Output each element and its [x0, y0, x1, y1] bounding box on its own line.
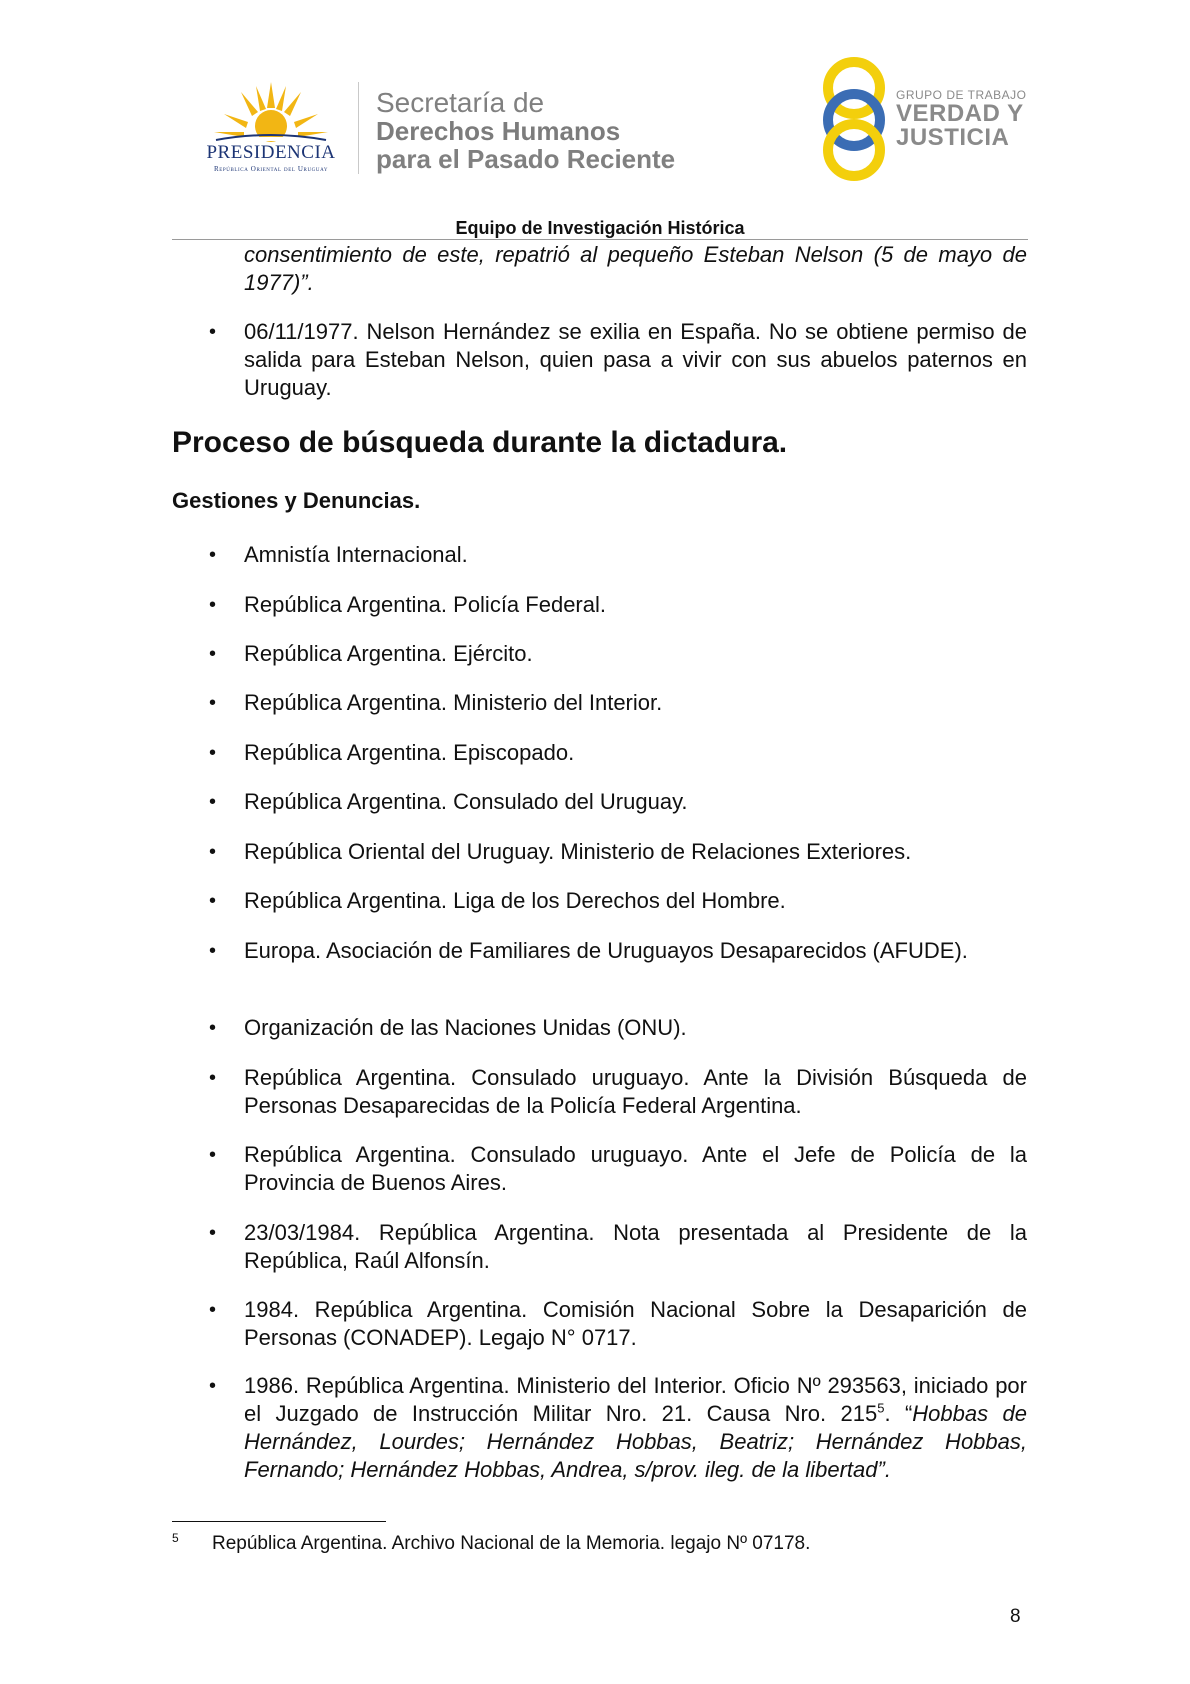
list-item-main-text: 1986. República Argentina. Ministerio del Interior. Oficio Nº 293563, iniciado por el Juzgado de Instrucción Militar Nro. 21. Causa Nro. 215 [244, 1373, 1027, 1426]
list-item-text: 06/11/1977. Nelson Hernández se exilia en España. No se obtiene permiso de salida para Esteban Nelson, quien pasa a vivir con sus abuelos paternos en Uruguay. [244, 319, 1027, 400]
footnote-text: República Argentina. Archivo Nacional de la Memoria. legajo Nº 07178. [212, 1533, 811, 1554]
footnote-ref-link[interactable]: 5 [877, 1400, 885, 1416]
secretaria-logo-text [376, 89, 675, 173]
bullet-icon: • [209, 742, 217, 764]
bullet-icon: • [209, 791, 217, 813]
list-item-text: República Oriental del Uruguay. Ministerio de Relaciones Exteriores. [244, 839, 912, 864]
secretaria-line-1: Secretaría de [376, 87, 545, 118]
secretaria-line-3: para el Pasado Reciente [376, 144, 676, 174]
list-item-text: 23/03/1984. República Argentina. Nota presentada al Presidente de la República, Raúl Alfonsín. [244, 1220, 1027, 1273]
page-number: 8 [1010, 1606, 1021, 1627]
bullet-icon: • [209, 1375, 217, 1397]
bullet-icon: • [209, 692, 217, 714]
list-item-text: República Argentina. Liga de los Derechos del Hombre. [244, 888, 786, 913]
list-item-text: Amnistía Internacional. [244, 542, 468, 567]
section-heading: Proceso de búsqueda durante la dictadura. [172, 426, 788, 459]
rings-icon [818, 56, 890, 182]
bullet-icon: • [209, 544, 217, 566]
secretaria-line-2: Derechos Humanos [376, 116, 621, 146]
bullet-icon: • [209, 643, 217, 665]
list-item-text: República Argentina. Consulado uruguayo. Ante el Jefe de Policía de la Provincia de Buenos Aires. [244, 1142, 1027, 1195]
bullet-icon: • [209, 321, 217, 343]
bullet-icon: • [209, 1299, 217, 1321]
presidencia-wordmark: PRESIDENCIA [206, 142, 336, 163]
footnote-number: 5 [172, 1531, 179, 1545]
list-item-text: República Argentina. Consulado uruguayo. Ante la División Búsqueda de Personas Desaparecidas de la Policía Federal Argentina. [244, 1065, 1027, 1118]
list-item-text: República Argentina. Ejército. [244, 641, 533, 666]
footnote-rule [172, 1521, 386, 1522]
bullet-icon: • [209, 1222, 217, 1244]
header-title: Equipo de Investigación Histórica [455, 218, 745, 238]
logo-divider [358, 82, 359, 174]
bullet-icon: • [209, 1017, 217, 1039]
bullet-icon: • [209, 940, 217, 962]
list-item-text [244, 1372, 1027, 1484]
list-item-text: República Argentina. Ministerio del Interior. [244, 690, 663, 715]
justicia-label: JUSTICIA [896, 124, 1010, 151]
list-item-text: República Argentina. Episcopado. [244, 740, 575, 765]
list-item-quote: Hobbas de Hernández, Lourdes; Hernández Hobbas, Beatriz; Hernández Hobbas, Fernando; Hernández Hobbas, Andrea, s/prov. ileg. de la libertad [244, 1401, 1027, 1482]
section-subheading: Gestiones y Denuncias. [172, 488, 421, 513]
list-item-closing: ”. [877, 1457, 891, 1482]
list-item-punctuation: . “ [884, 1401, 913, 1426]
bullet-icon: • [209, 594, 217, 616]
list-item-text: 1984. República Argentina. Comisión Nacional Sobre la Desaparición de Personas (CONADEP). Legajo N° 0717. [244, 1297, 1027, 1350]
verdad-justicia-logo [818, 56, 1028, 182]
intro-continuation: consentimiento de este, repatrió al pequeño Esteban Nelson (5 de mayo de 1977)”. [244, 242, 1027, 295]
presidencia-logo [196, 82, 356, 178]
list-item-text: Europa. Asociación de Familiares de Uruguayos Desaparecidos (AFUDE). [244, 938, 968, 963]
presidencia-subtitle: República Oriental del Uruguay [213, 165, 329, 173]
grupo-label: GRUPO DE TRABAJO [896, 88, 1027, 102]
header-rule [172, 239, 1028, 240]
bullet-icon: • [209, 841, 217, 863]
bullet-icon: • [209, 1144, 217, 1166]
sun-icon [196, 82, 346, 144]
list-item-text: República Argentina. Consulado del Uruguay. [244, 789, 688, 814]
verdad-label: VERDAD Y [896, 100, 1024, 127]
list-item-text: República Argentina. Policía Federal. [244, 592, 606, 617]
bullet-icon: • [209, 1067, 217, 1089]
bullet-icon: • [209, 890, 217, 912]
list-item-text: Organización de las Naciones Unidas (ONU). [244, 1015, 687, 1040]
